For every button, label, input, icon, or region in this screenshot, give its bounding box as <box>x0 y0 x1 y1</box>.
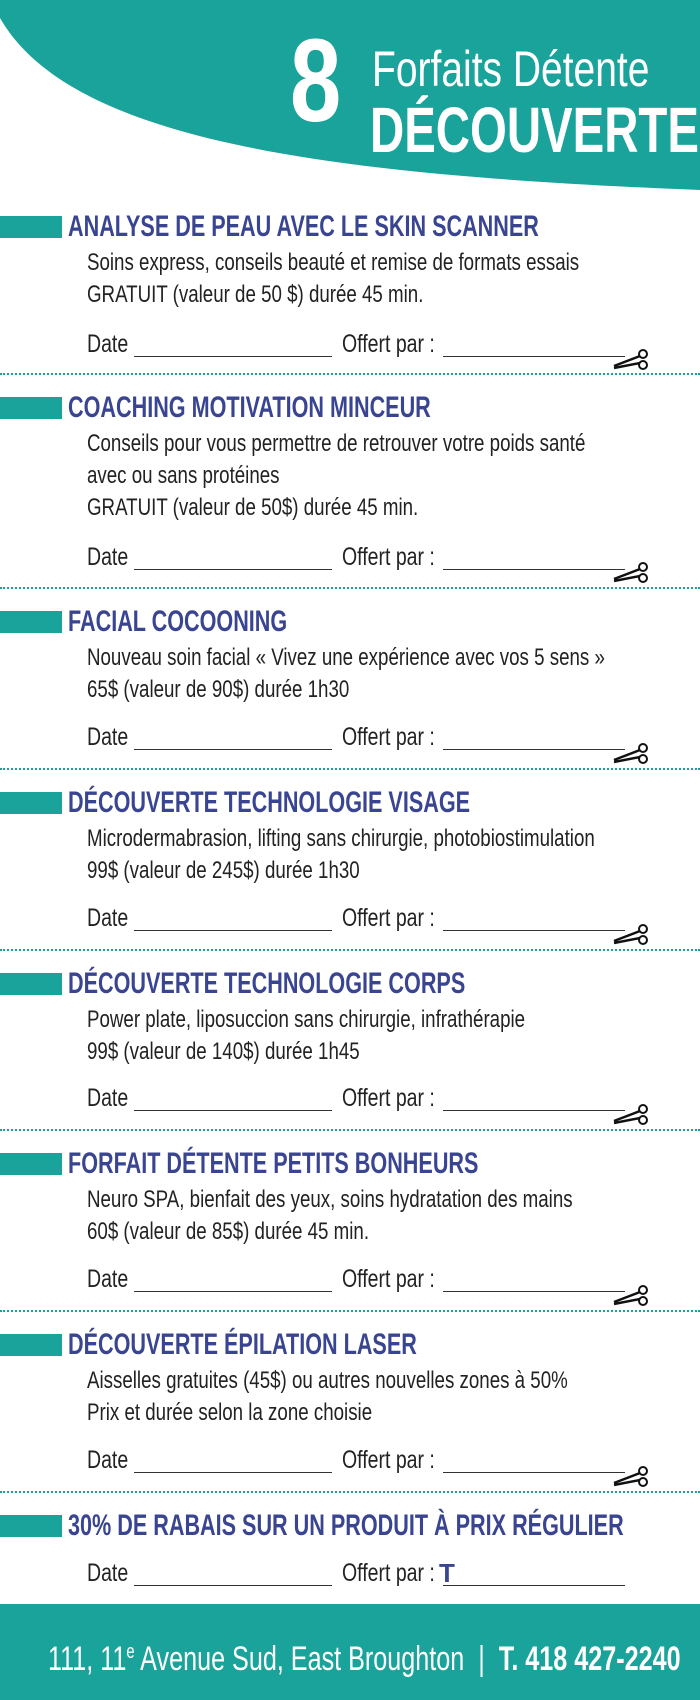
offer-description-line: Aisselles gratuites (45$) ou autres nouvelles zones à 50% <box>87 1367 568 1394</box>
address-text-rest: Avenue Sud, East Broughton | <box>134 1640 499 1678</box>
offer-tab-marker <box>0 397 62 419</box>
offer-description-line: Conseils pour vous permettre de retrouver votre poids santé <box>87 430 586 457</box>
header-banner <box>0 0 700 200</box>
phone-number[interactable]: T. 418 427-2240 <box>498 1640 681 1678</box>
offer-description-line: GRATUIT (valeur de 50 $) durée 45 min. <box>87 281 424 308</box>
address-superscript: e <box>126 1641 135 1663</box>
scissors-icon <box>612 1282 652 1308</box>
offer-description-line: Nouveau soin facial « Vivez une expérience avec vos 5 sens » <box>87 644 605 671</box>
offered-by-label: Offert par : <box>342 1265 435 1293</box>
offer-date-row <box>87 1558 687 1588</box>
offer-description-line: 60$ (valeur de 85$) durée 45 min. <box>87 1218 370 1245</box>
offer-description-line: Microdermabrasion, lifting sans chirurgie, photobiostimulation <box>87 825 595 852</box>
cut-line <box>0 587 700 589</box>
date-label: Date <box>87 723 129 751</box>
offer-tab-marker <box>0 216 62 238</box>
date-field-line[interactable] <box>134 1585 332 1586</box>
date-label: Date <box>87 1265 129 1293</box>
date-label: Date <box>87 904 129 932</box>
offer-description <box>87 1184 573 1248</box>
offer-tab-marker <box>0 1153 62 1175</box>
offer-date-row <box>87 722 687 752</box>
offered-by-label: Offert par : <box>342 723 435 751</box>
offer-date-row <box>87 1264 687 1294</box>
date-label: Date <box>87 1084 129 1112</box>
offer-description <box>87 642 605 706</box>
scissors-icon <box>612 740 652 766</box>
offer-description-line: 99$ (valeur de 245$) durée 1h30 <box>87 857 360 884</box>
offered-by-field-line[interactable] <box>443 569 625 570</box>
offered-by-field-line[interactable] <box>443 930 625 931</box>
scissors-icon <box>612 346 652 372</box>
offer-tab-marker <box>0 1515 62 1537</box>
offer-description-line: Prix et durée selon la zone choisie <box>87 1399 373 1426</box>
offer-description <box>87 247 579 311</box>
cut-line <box>0 949 700 951</box>
offered-by-label: Offert par : <box>342 1559 435 1587</box>
date-label: Date <box>87 1559 129 1587</box>
offer-tab-marker <box>0 1334 62 1356</box>
offer-date-row <box>87 542 687 572</box>
offer-description-line: Neuro SPA, bienfait des yeux, soins hydratation des mains <box>87 1186 573 1213</box>
date-field-line[interactable] <box>134 569 332 570</box>
offered-by-field-line[interactable] <box>443 356 625 357</box>
header-number: 8 <box>290 15 342 147</box>
offered-by-label: Offert par : <box>342 1446 435 1474</box>
offered-by-label: Offert par : <box>342 330 435 358</box>
offer-description-line: 65$ (valeur de 90$) durée 1h30 <box>87 676 350 703</box>
cut-line <box>0 1129 700 1131</box>
offered-by-label: Offert par : <box>342 904 435 932</box>
offer-description-line: avec ou sans protéines <box>87 462 280 489</box>
offer-date-row <box>87 1083 687 1113</box>
date-field-line[interactable] <box>134 1291 332 1292</box>
scissors-icon <box>612 559 652 585</box>
offer-title: FORFAIT DÉTENTE PETITS BONHEURS <box>68 1147 479 1180</box>
offer-description <box>87 1004 525 1068</box>
offer-date-row <box>87 1445 687 1475</box>
offer-tab-marker <box>0 611 62 633</box>
offered-by-field-line[interactable] <box>443 1110 625 1111</box>
date-field-line[interactable] <box>134 749 332 750</box>
offer-title: COACHING MOTIVATION MINCEUR <box>68 391 431 424</box>
offered-by-field-line[interactable] <box>443 1472 625 1473</box>
cut-line <box>0 768 700 770</box>
offer-title: FACIAL COCOONING <box>68 605 288 638</box>
date-field-line[interactable] <box>134 1110 332 1111</box>
header-title-line1: Forfaits Détente <box>372 41 650 97</box>
offer-date-row <box>87 329 687 359</box>
offered-by-field-line[interactable] <box>443 1585 625 1586</box>
offer-tab-marker <box>0 792 62 814</box>
offer-title: DÉCOUVERTE TECHNOLOGIE CORPS <box>68 967 466 1000</box>
offered-by-field-line[interactable] <box>443 749 625 750</box>
offer-tab-marker <box>0 973 62 995</box>
scissors-icon <box>612 1101 652 1127</box>
offer-description-line: Power plate, liposuccion sans chirurgie, infrathérapie <box>87 1006 526 1033</box>
offer-title: 30% DE RABAIS SUR UN PRODUIT À PRIX RÉGULIER <box>68 1509 624 1542</box>
offer-description-line: Soins express, conseils beauté et remise de formats essais <box>87 249 580 276</box>
date-field-line[interactable] <box>134 930 332 931</box>
offered-by-label: Offert par : <box>342 1084 435 1112</box>
offer-title: DÉCOUVERTE TECHNOLOGIE VISAGE <box>68 786 471 819</box>
address-text: 111, 11 <box>48 1640 127 1678</box>
offered-by-field-line[interactable] <box>443 1291 625 1292</box>
cut-line <box>0 373 700 375</box>
scissors-icon <box>612 921 652 947</box>
offer-title: ANALYSE DE PEAU AVEC LE SKIN SCANNER <box>68 210 539 243</box>
scissors-icon <box>612 1463 652 1489</box>
header-title-line2: DÉCOUVERTE <box>370 94 699 166</box>
offered-by-label: Offert par : <box>342 543 435 571</box>
footer-contact <box>48 1632 681 1679</box>
date-label: Date <box>87 1446 129 1474</box>
offer-date-row <box>87 903 687 933</box>
offer-description <box>87 1365 568 1429</box>
date-field-line[interactable] <box>134 1472 332 1473</box>
cut-line <box>0 1491 700 1493</box>
date-label: Date <box>87 543 129 571</box>
cut-line <box>0 1310 700 1312</box>
date-field-line[interactable] <box>134 356 332 357</box>
footer-bar <box>0 1604 700 1700</box>
offer-description <box>87 823 595 887</box>
date-label: Date <box>87 330 129 358</box>
offer-description-line: 99$ (valeur de 140$) durée 1h45 <box>87 1038 360 1065</box>
offer-title: DÉCOUVERTE ÉPILATION LASER <box>68 1328 417 1361</box>
offer-description <box>87 428 585 524</box>
text-cursor-icon: T <box>439 1558 455 1588</box>
offer-description-line: GRATUIT (valeur de 50$) durée 45 min. <box>87 494 419 521</box>
